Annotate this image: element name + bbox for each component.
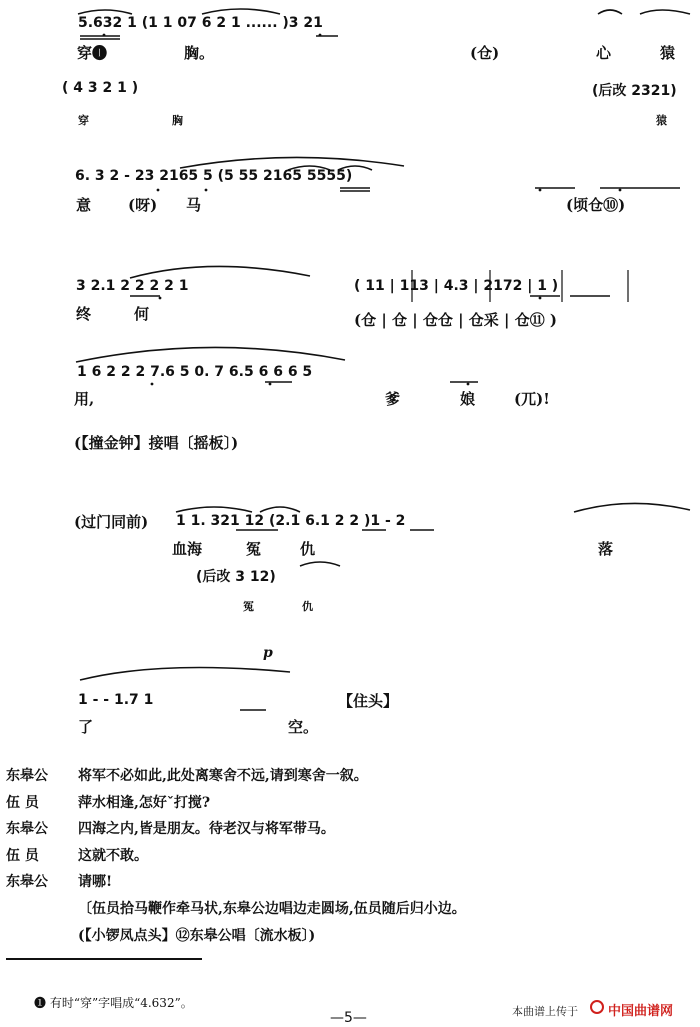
stage-direction: (【小锣凤点头】⑫东皋公唱〔流水板〕) bbox=[78, 928, 316, 944]
percussion-notes: ( 11 | 113 | 4.3 | 2172 | 1 ) bbox=[354, 278, 559, 294]
lyric: 心 bbox=[596, 44, 612, 62]
score-line3-notes: 3 2.1 2 2 2 2 1 bbox=[76, 278, 189, 294]
score-line5-notes: 1 1. 321 12 (2.1 6.1 2 2 )1 - 2 bbox=[176, 513, 406, 529]
lyric: 意 bbox=[76, 196, 92, 214]
lyric: 何 bbox=[134, 305, 150, 323]
lyric: 仇 bbox=[302, 600, 313, 613]
lyric: (仓) bbox=[470, 44, 500, 62]
section-heading: (【撞金钟】接唱〔摇板〕) bbox=[74, 434, 239, 452]
lyric: (呀) bbox=[128, 196, 158, 214]
lyric: 胸。 bbox=[184, 44, 215, 62]
score-line4-notes: 1 6 2 2 2 7.6 5 0. 7 6.5 6 6 6 5 bbox=[77, 364, 313, 380]
dialogue-text: 四海之内,皆是朋友。待老汉与将军带马。 bbox=[78, 821, 335, 837]
percussion-text: (仓 | 仓 | 仓仓 | 仓采 | 仓⑪ ) bbox=[354, 311, 558, 329]
lyric: 猿 bbox=[660, 44, 676, 62]
lyric: 娘 bbox=[460, 390, 476, 408]
score-line5-prefix: (过门同前) bbox=[74, 513, 149, 531]
dynamic-mark: p bbox=[263, 645, 273, 661]
score-line5-alt-notes: (后改 3 12) bbox=[196, 569, 276, 585]
footnote-rule bbox=[6, 958, 202, 960]
logo-icon bbox=[590, 1000, 604, 1014]
footnote: ❶ 有时“穿”字唱成“4.632”。 bbox=[34, 996, 193, 1010]
score-line6-notes: 1 - - 1.7 1 bbox=[78, 692, 154, 708]
dialogue-text: 这就不敢。 bbox=[78, 848, 148, 864]
lyric: 用, bbox=[74, 390, 95, 408]
dialogue-role: 伍 员 bbox=[6, 848, 39, 864]
dialogue-role: 东皋公 bbox=[6, 768, 48, 784]
page-number: —5— bbox=[330, 1010, 367, 1026]
lyric: 爹 bbox=[385, 390, 401, 408]
lyric: 穿 bbox=[78, 114, 89, 127]
dialogue-role: 东皋公 bbox=[6, 874, 48, 890]
score-line1-alt-label: (后改 2321) bbox=[592, 83, 677, 99]
lyric: (顷仓⑩) bbox=[566, 196, 626, 214]
lyric: 胸 bbox=[172, 114, 183, 127]
lyric: 穿❶ bbox=[77, 44, 108, 62]
dialogue-text: 将军不必如此,此处离寒舍不远,请到寒舍一叙。 bbox=[78, 768, 368, 784]
dialogue-text: 请哪! bbox=[78, 874, 113, 890]
lyric: 空。 bbox=[288, 718, 319, 736]
lyric: 终 bbox=[76, 305, 92, 323]
lyric: 仇 bbox=[300, 540, 316, 558]
stage-direction: 〔伍员拾马鞭作牵马状,东皋公边唱边走圆场,伍员随后归小边。 bbox=[78, 901, 466, 917]
tag-label: 【住头】 bbox=[338, 692, 399, 710]
score-line1-notes: 5.632 1 (1 1 07 6 2 1 ...... )3 21 bbox=[78, 15, 323, 31]
lyric: 冤 bbox=[246, 540, 262, 558]
watermark-site: 中国曲谱网 bbox=[608, 1004, 674, 1019]
lyric: 血海 bbox=[172, 540, 203, 558]
dialogue-text: 萍水相逢,怎好ˇ打搅? bbox=[78, 795, 211, 811]
lyric: 马 bbox=[186, 196, 202, 214]
score-line1-alt-notes: ( 4 3 2 1 ) bbox=[62, 80, 139, 96]
dialogue-role: 东皋公 bbox=[6, 821, 48, 837]
lyric: 冤 bbox=[243, 600, 254, 613]
score-line2-notes: 6. 3 2 - 23 2165 5 (5 55 2165 5555) bbox=[75, 168, 353, 184]
lyric: 落 bbox=[598, 540, 614, 558]
lyric: (兀)! bbox=[514, 390, 550, 408]
dialogue-role: 伍 员 bbox=[6, 795, 39, 811]
lyric: 猿 bbox=[656, 114, 667, 127]
lyric: 了 bbox=[78, 718, 94, 736]
watermark-prefix: 本曲谱上传于 bbox=[512, 1005, 578, 1018]
